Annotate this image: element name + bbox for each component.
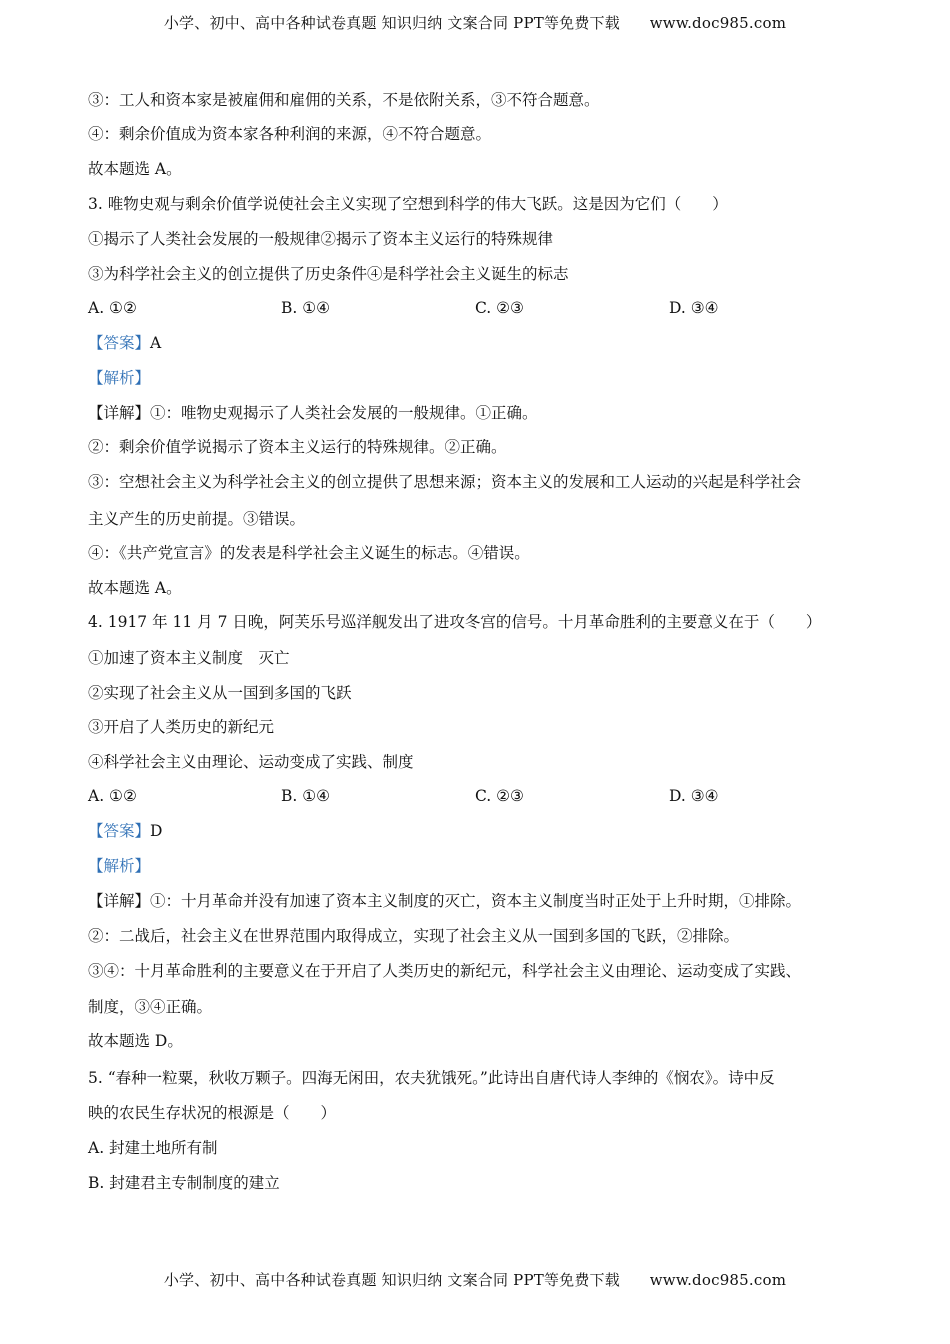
- q5-option-a: A. 封建土地所有制: [88, 1139, 218, 1157]
- q4-statement-3: ③开启了人类历史的新纪元: [88, 718, 275, 736]
- q4-detail-2: ②：二战后，社会主义在世界范围内取得成立，实现了社会主义从一国到多国的飞跃，②排除。: [88, 927, 740, 945]
- q3-option-b: B. ①④: [281, 299, 331, 317]
- q4-option-a: A. ①②: [88, 787, 137, 805]
- q4-answer: [88, 821, 162, 841]
- q3-statements-1: ①揭示了人类社会发展的一般规律②揭示了资本主义运行的特殊规律: [88, 230, 554, 248]
- q2-conclusion: 故本题选 A。: [88, 160, 182, 178]
- q4-detail-1: [88, 891, 801, 911]
- page-header: 小学、初中、高中各种试卷真题 知识归纳 文案合同 PPT等免费下载 www.doc985.com: [163, 14, 787, 32]
- answer-value: D: [150, 822, 163, 840]
- q4-option-b: B. ①④: [281, 787, 331, 805]
- q3-answer: [88, 333, 161, 353]
- q3-detail-2: ②：剩余价值学说揭示了资本主义运行的特殊规律。②正确。: [88, 438, 507, 456]
- q3-option-d: D. ③④: [669, 299, 719, 317]
- q3-stem: 3. 唯物史观与剩余价值学说使社会主义实现了空想到科学的伟大飞跃。这是因为它们（ ）: [88, 195, 728, 213]
- q4-stem: 4. 1917 年 11 月 7 日晚，阿芙乐号巡洋舰发出了进攻冬宫的信号。十月革命胜利的主要意义在于（ ）: [88, 613, 822, 631]
- q4-option-c: C. ②③: [475, 787, 524, 805]
- q3-option-c: C. ②③: [475, 299, 524, 317]
- q5-stem-1: 5. “春种一粒粟，秋收万颗子。四海无闲田，农夫犹饿死。”此诗出自唐代诗人李绅的《悯农》。诗中反: [88, 1069, 775, 1087]
- q4-statement-2: ②实现了社会主义从一国到多国的飞跃: [88, 684, 352, 702]
- q3-detail-3: ③：空想社会主义为科学社会主义的创立提供了思想来源；资本主义的发展和工人运动的兴起是科学社会: [88, 473, 802, 491]
- q4-detail-3: ③④：十月革命胜利的主要意义在于开启了人类历史的新纪元，科学社会主义由理论、运动变成了实践、: [88, 962, 802, 980]
- q4-statement-4: ④科学社会主义由理论、运动变成了实践、制度: [88, 753, 414, 771]
- detail-text: ①：唯物史观揭示了人类社会发展的一般规律。①正确。: [150, 404, 538, 422]
- detail-tag: 【详解】: [88, 892, 151, 910]
- q3-conclusion: 故本题选 A。: [88, 579, 182, 597]
- q4-analysis-tag: 【解析】: [88, 857, 151, 875]
- q4-option-d: D. ③④: [669, 787, 719, 805]
- q3-detail-1: [88, 403, 538, 423]
- q5-option-b: B. 封建君主专制制度的建立: [88, 1174, 280, 1192]
- q4-statement-1: ①加速了资本主义制度 灭亡: [88, 649, 290, 667]
- q3-statements-2: ③为科学社会主义的创立提供了历史条件④是科学社会主义诞生的标志: [88, 265, 569, 283]
- q5-stem-2: 映的农民生存状况的根源是（ ）: [88, 1104, 337, 1122]
- detail-tag: 【详解】: [88, 404, 151, 422]
- q4-conclusion: 故本题选 D。: [88, 1032, 183, 1050]
- q3-analysis-tag: 【解析】: [88, 369, 151, 387]
- q3-detail-4: 主义产生的历史前提。③错误。: [88, 510, 306, 528]
- detail-text: ①：十月革命并没有加速了资本主义制度的灭亡，资本主义制度当时正处于上升时期，①排除。: [150, 892, 802, 910]
- q3-detail-5: ④：《共产党宣言》的发表是科学社会主义诞生的标志。④错误。: [88, 544, 530, 562]
- page-footer: 小学、初中、高中各种试卷真题 知识归纳 文案合同 PPT等免费下载 www.doc985.com: [163, 1271, 787, 1289]
- answer-tag: 【答案】: [88, 334, 151, 352]
- q2-analysis-line-4: ④：剩余价值成为资本家各种利润的来源，④不符合题意。: [88, 125, 492, 143]
- answer-tag: 【答案】: [88, 822, 151, 840]
- q3-option-a: A. ①②: [88, 299, 137, 317]
- q2-analysis-line-3: ③：工人和资本家是被雇佣和雇佣的关系，不是依附关系，③不符合题意。: [88, 91, 600, 109]
- q4-detail-4: 制度，③④正确。: [88, 998, 213, 1016]
- answer-value: A: [150, 334, 162, 352]
